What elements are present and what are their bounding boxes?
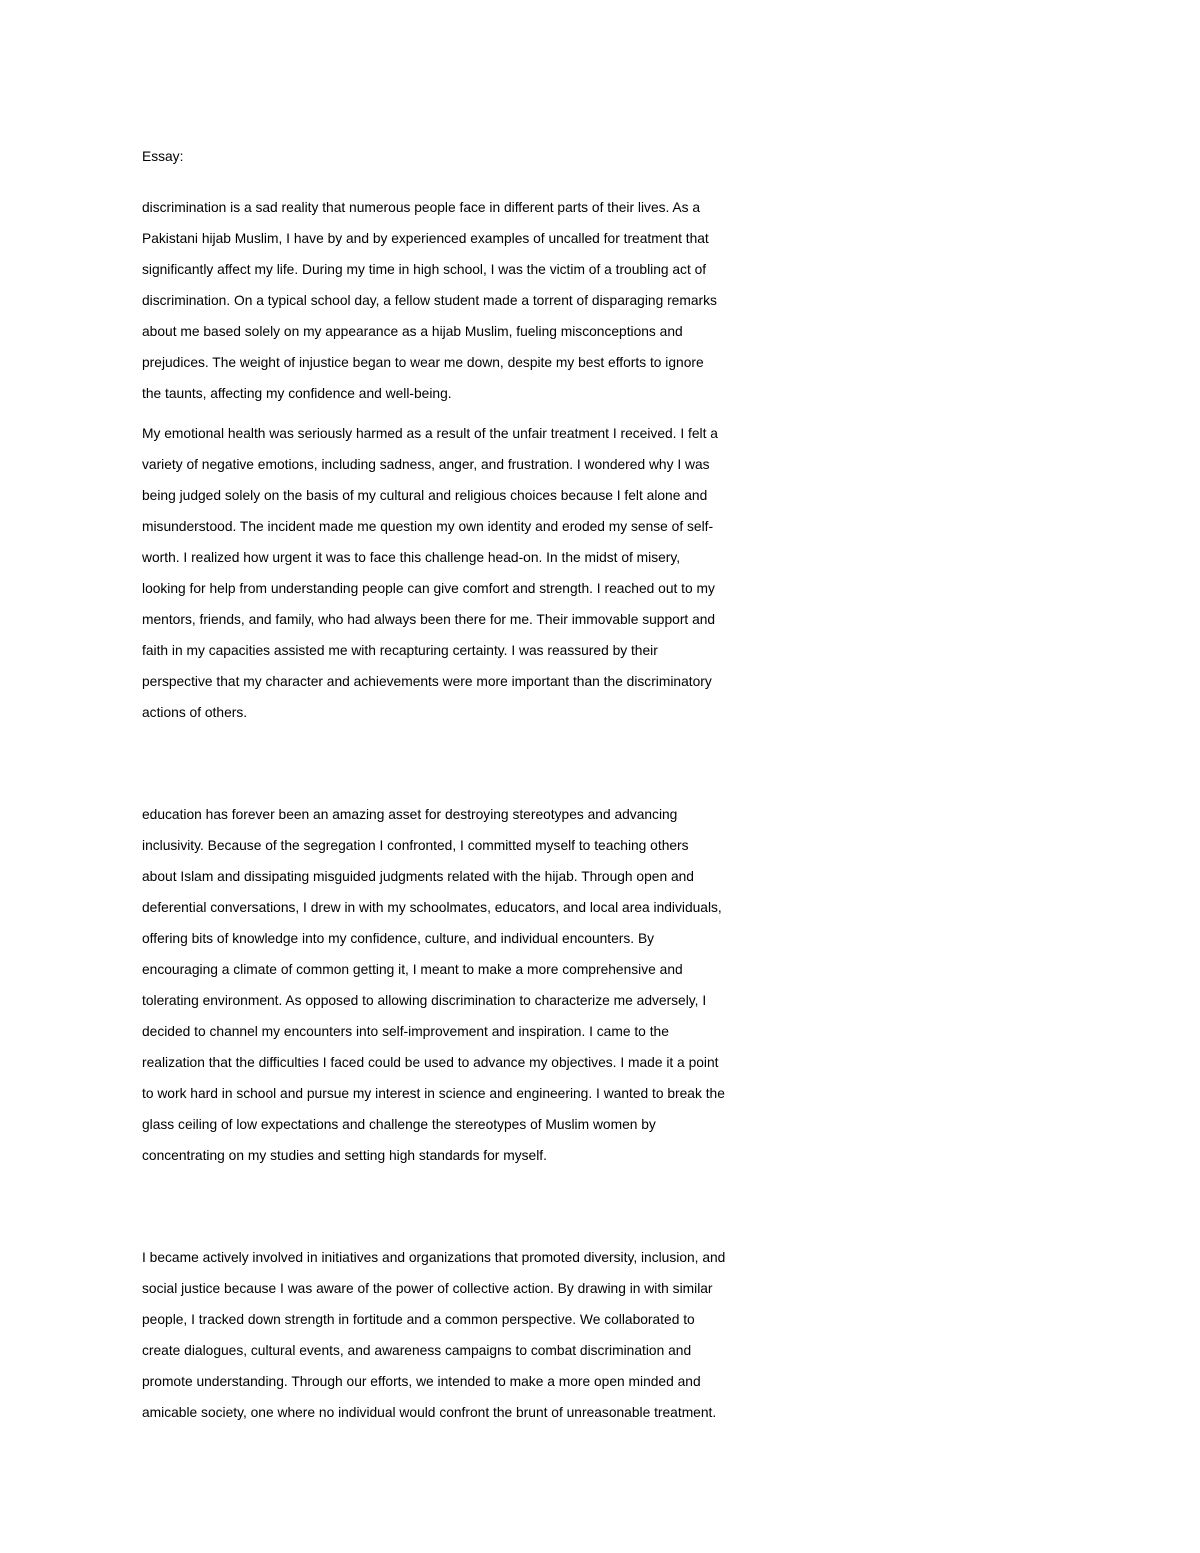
text-line: being judged solely on the basis of my cultural and religious choices because I felt alone and xyxy=(142,488,708,503)
text-line: social justice because I was aware of the power of collective action. By drawing in with similar xyxy=(142,1281,713,1296)
essay-body xyxy=(142,141,1072,1428)
text-line: people, I tracked down strength in fortitude and a common perspective. We collaborated to xyxy=(142,1312,695,1327)
text-line: Pakistani hijab Muslim, I have by and by experienced examples of uncalled for treatment that xyxy=(142,231,709,246)
text-line: to work hard in school and pursue my interest in science and engineering. I wanted to break the xyxy=(142,1086,725,1101)
text-line: tolerating environment. As opposed to allowing discrimination to characterize me adversely, I xyxy=(142,993,707,1008)
paragraph-spacer xyxy=(142,409,1072,418)
paragraph-2 xyxy=(142,418,1072,728)
text-line: inclusivity. Because of the segregation I confronted, I committed myself to teaching others xyxy=(142,838,689,853)
text-line: actions of others. xyxy=(142,705,248,720)
text-line: about Islam and dissipating misguided judgments related with the hijab. Through open and xyxy=(142,869,694,884)
essay-title: Essay: xyxy=(142,149,184,164)
text-line: about me based solely on my appearance as a hijab Muslim, fueling misconceptions and xyxy=(142,324,683,339)
text-line: mentors, friends, and family, who had always been there for me. Their immovable support and xyxy=(142,612,716,627)
text-line: education has forever been an amazing asset for destroying stereotypes and advancing xyxy=(142,807,678,822)
text-line: My emotional health was seriously harmed as a result of the unfair treatment I received. I felt a xyxy=(142,426,718,441)
text-line: glass ceiling of low expectations and challenge the stereotypes of Muslim women by xyxy=(142,1117,656,1132)
text-line: create dialogues, cultural events, and awareness campaigns to combat discrimination and xyxy=(142,1343,692,1358)
paragraph-3 xyxy=(142,799,1072,1171)
text-line: promote understanding. Through our efforts, we intended to make a more open minded and xyxy=(142,1374,701,1389)
text-line: variety of negative emotions, including sadness, anger, and frustration. I wondered why I was xyxy=(142,457,710,472)
text-line: perspective that my character and achievements were more important than the discriminatory xyxy=(142,674,712,689)
paragraph-1 xyxy=(142,192,1072,409)
text-line: encouraging a climate of common getting it, I meant to make a more comprehensive and xyxy=(142,962,683,977)
paragraph-spacer xyxy=(142,1171,1072,1242)
text-line: decided to channel my encounters into self-improvement and inspiration. I came to the xyxy=(142,1024,669,1039)
text-line: I became actively involved in initiatives and organizations that promoted diversity, inclusion, and xyxy=(142,1250,726,1265)
text-line: prejudices. The weight of injustice began to wear me down, despite my best efforts to ignore xyxy=(142,355,704,370)
text-line: concentrating on my studies and setting high standards for myself. xyxy=(142,1148,547,1163)
paragraph-4 xyxy=(142,1242,1072,1428)
text-line: looking for help from understanding people can give comfort and strength. I reached out to my xyxy=(142,581,715,596)
text-line: the taunts, affecting my confidence and well-being. xyxy=(142,386,452,401)
text-line: significantly affect my life. During my time in high school, I was the victim of a troubling act of xyxy=(142,262,707,277)
text-line: worth. I realized how urgent it was to face this challenge head-on. In the midst of misery, xyxy=(142,550,681,565)
text-line: deferential conversations, I drew in with my schoolmates, educators, and local area individuals, xyxy=(142,900,722,915)
text-line: amicable society, one where no individual would confront the brunt of unreasonable treatment. xyxy=(142,1405,717,1420)
text-line: misunderstood. The incident made me question my own identity and eroded my sense of self- xyxy=(142,519,714,534)
text-line: discrimination is a sad reality that numerous people face in different parts of their lives. As a xyxy=(142,200,701,215)
text-line: discrimination. On a typical school day, a fellow student made a torrent of disparaging remarks xyxy=(142,293,717,308)
text-line: realization that the difficulties I faced could be used to advance my objectives. I made it a point xyxy=(142,1055,719,1070)
paragraph-spacer xyxy=(142,728,1072,799)
text-line: offering bits of knowledge into my confidence, culture, and individual encounters. By xyxy=(142,931,655,946)
text-line: faith in my capacities assisted me with recapturing certainty. I was reassured by their xyxy=(142,643,658,658)
